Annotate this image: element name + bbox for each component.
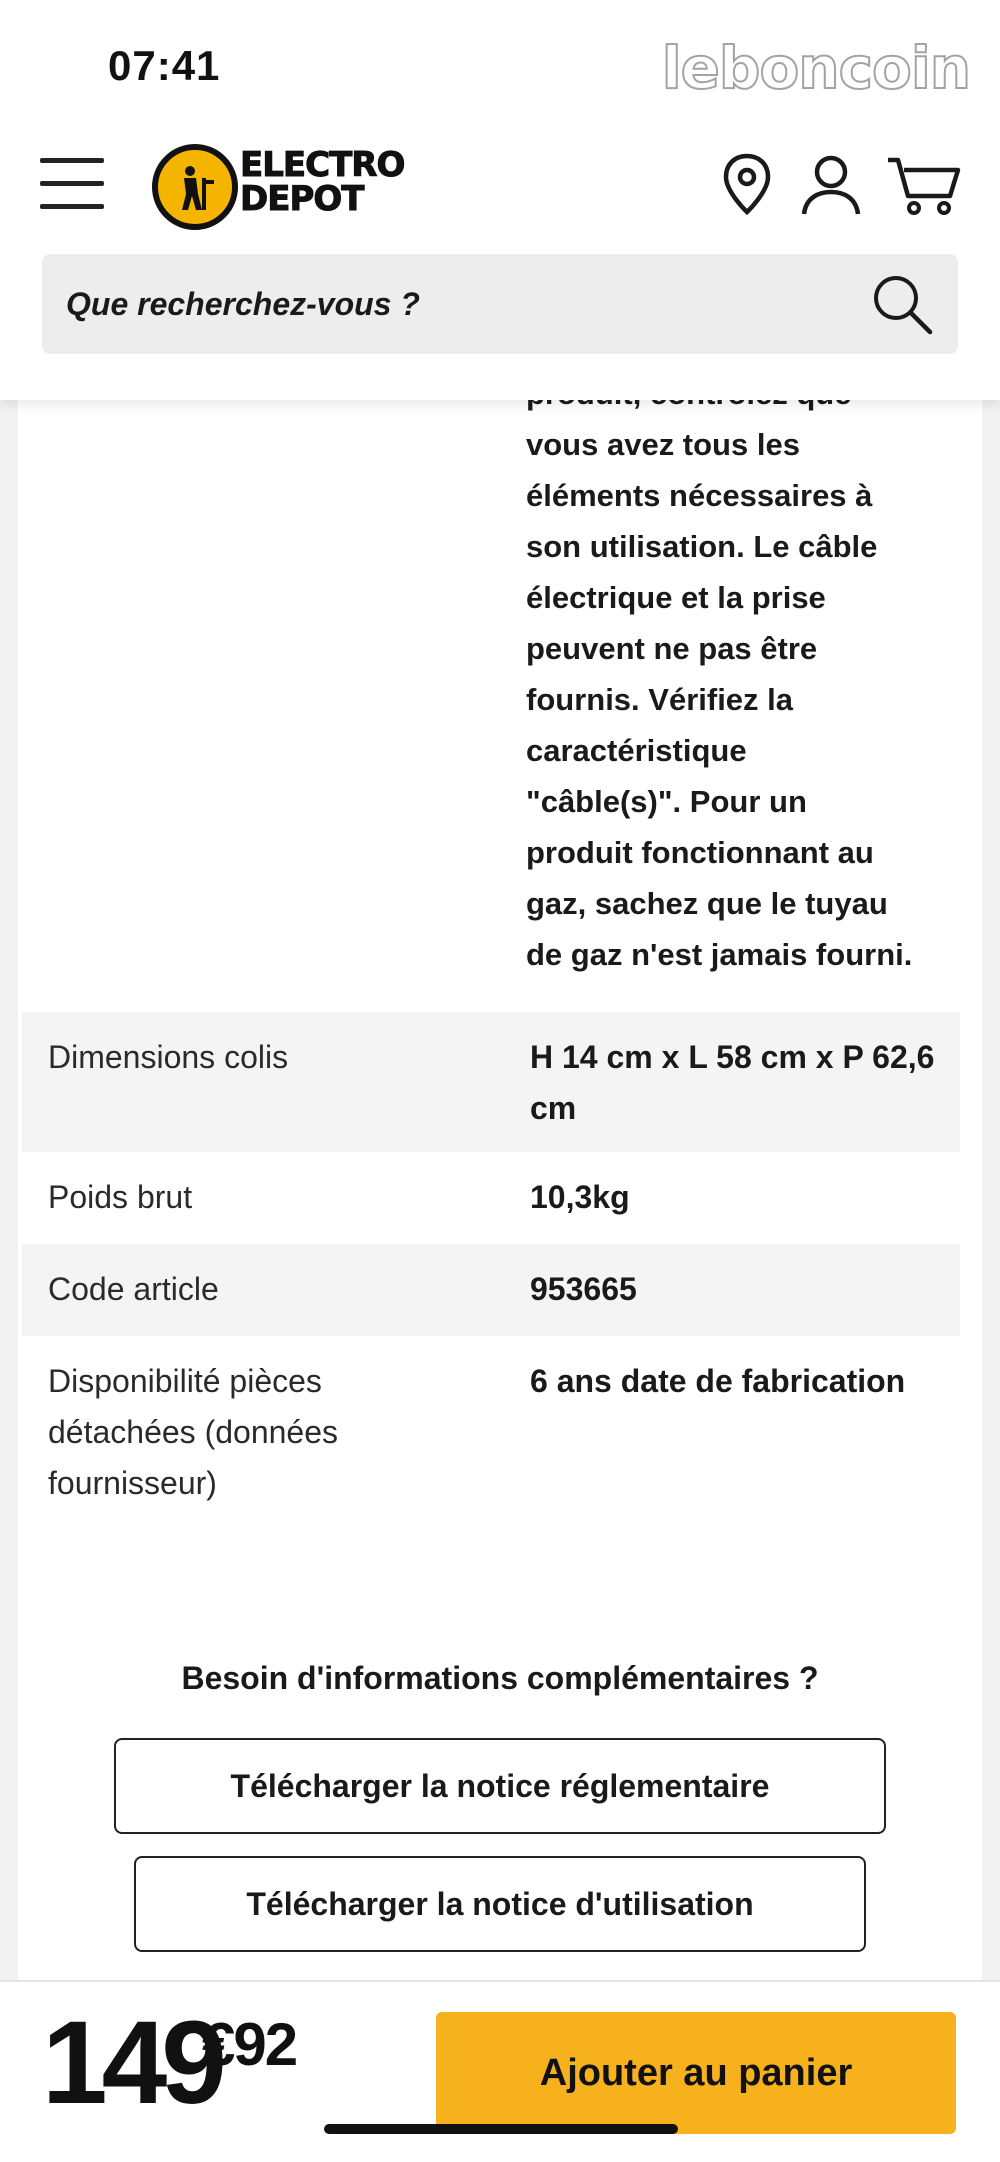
location-pin-icon[interactable] xyxy=(712,150,782,220)
add-to-cart-button[interactable]: Ajouter au panier xyxy=(436,2012,956,2134)
search-bar xyxy=(42,254,958,354)
spec-row-code xyxy=(22,1244,960,1336)
price xyxy=(42,1997,297,2129)
description-text: vous avez tous les éléments nécessaires à son utilisation. Le câble électrique et la prise peuvent ne pas être fournis. Vérifiez la caractéristique "câble(s)". Pour un produit fonctionnant au gaz, sachez que le tuyau de gaz n'est jamais fourni. xyxy=(526,427,913,972)
spec-value: H 14 cm x L 58 cm x P 62,6 cm xyxy=(530,1039,935,1126)
price-decimal: €92 xyxy=(202,2011,297,2078)
search-icon[interactable] xyxy=(866,268,938,340)
spec-row-spare-parts xyxy=(22,1336,960,1536)
header xyxy=(0,120,1000,400)
spec-value: 10,3kg xyxy=(530,1179,630,1215)
spec-row-weight xyxy=(22,1152,960,1244)
spec-row-dimensions xyxy=(22,1012,960,1152)
more-info-title: Besoin d'informations complémentaires ? xyxy=(181,1660,819,1696)
search-input[interactable] xyxy=(66,254,846,354)
download-regulatory-notice-button[interactable]: Télécharger la notice réglementaire xyxy=(114,1738,886,1834)
spec-value: 953665 xyxy=(530,1271,637,1307)
bottom-bar xyxy=(0,1980,1000,2162)
download-usage-notice-button[interactable]: Télécharger la notice d'utilisation xyxy=(134,1856,866,1952)
status-time: 07:41 xyxy=(108,42,221,89)
logo-text: ELECTRO DEPOT xyxy=(240,145,405,219)
spec-label: Disponibilité pièces détachées (données fournisseur) xyxy=(48,1363,338,1501)
menu-icon[interactable] xyxy=(40,158,104,210)
cart-icon[interactable] xyxy=(884,150,964,220)
spec-label: Dimensions colis xyxy=(48,1039,289,1075)
spec-value: 6 ans date de fabrication xyxy=(530,1363,906,1399)
price-integer: 149 xyxy=(42,1997,221,2129)
logo-mark xyxy=(152,144,238,230)
spec-label: Poids brut xyxy=(48,1179,193,1215)
account-icon[interactable] xyxy=(796,150,866,220)
status-bar xyxy=(0,0,1000,120)
spec-label: Code article xyxy=(48,1271,219,1307)
home-indicator xyxy=(324,2124,678,2134)
logo[interactable] xyxy=(152,142,452,232)
watermark: leboncoin xyxy=(661,34,970,102)
